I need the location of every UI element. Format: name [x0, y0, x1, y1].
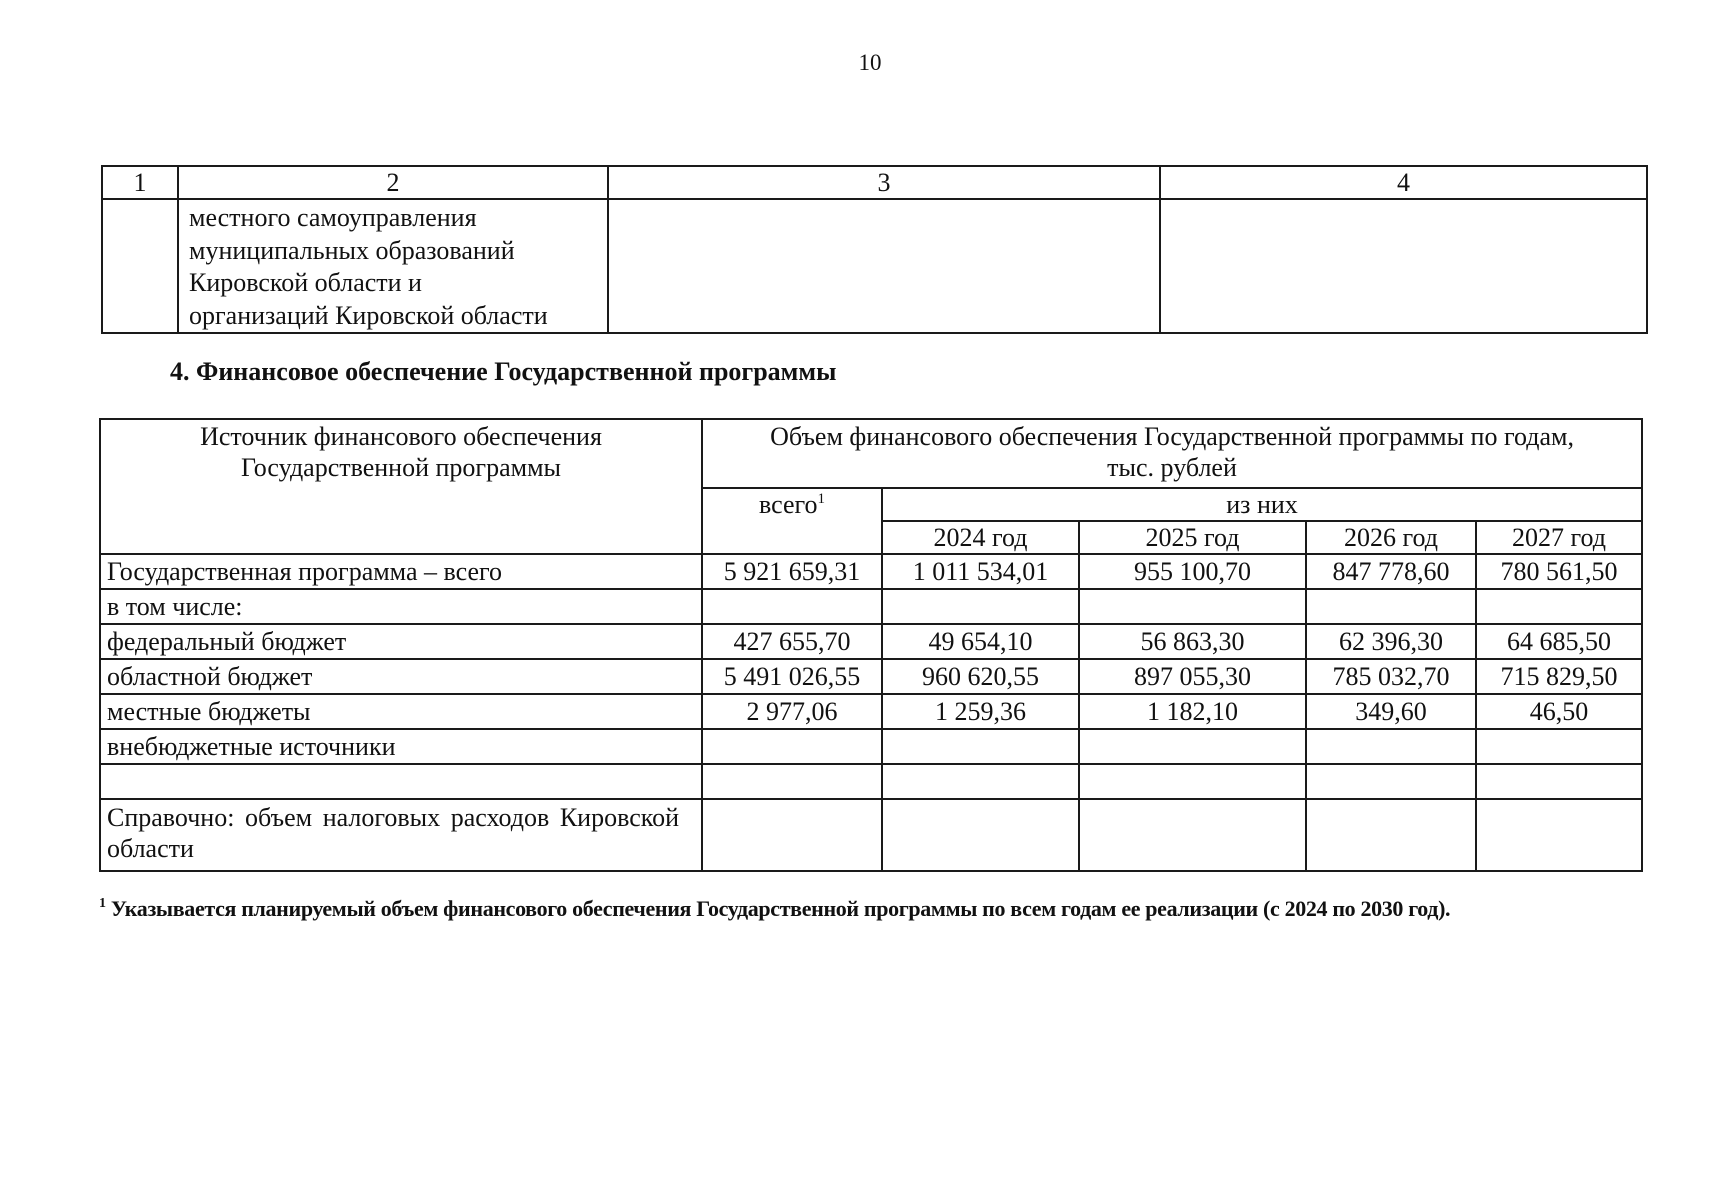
year-header-cell: 2025 год — [1079, 521, 1306, 554]
value-cell — [702, 589, 882, 624]
value-cell: 2 977,06 — [702, 694, 882, 729]
continuation-header-row — [102, 166, 1647, 199]
volume-header-cell — [702, 419, 1642, 488]
value-cell: 780 561,50 — [1476, 554, 1642, 589]
footnote-marker: 1 — [99, 896, 106, 911]
value-cell — [882, 764, 1079, 799]
row-label: федеральный бюджет — [100, 624, 702, 659]
continuation-cell-text — [178, 199, 608, 333]
value-cell — [1306, 799, 1476, 871]
continuation-header-cell: 3 — [608, 166, 1160, 199]
value-cell — [1079, 729, 1306, 764]
footnote-marker: 1 — [817, 491, 826, 507]
continuation-cell — [1160, 199, 1647, 333]
table-row — [100, 764, 1642, 799]
value-cell: 897 055,30 — [1079, 659, 1306, 694]
continuation-row — [102, 199, 1647, 333]
year-header-cell: 2024 год — [882, 521, 1079, 554]
volume-header-line: тыс. рублей — [1107, 453, 1237, 482]
value-cell — [1476, 799, 1642, 871]
value-cell — [1306, 764, 1476, 799]
row-label: внебюджетные источники — [100, 729, 702, 764]
continuation-table — [101, 165, 1648, 334]
volume-header-line: Объем финансового обеспечения Государственной программы по годам, — [770, 422, 1574, 451]
value-cell — [882, 729, 1079, 764]
finance-header-row — [100, 419, 1642, 488]
value-cell — [1476, 729, 1642, 764]
year-header-cell: 2027 год — [1476, 521, 1642, 554]
year-header-cell: 2026 год — [1306, 521, 1476, 554]
value-cell: 62 396,30 — [1306, 624, 1476, 659]
value-cell: 1 182,10 — [1079, 694, 1306, 729]
value-cell — [1306, 589, 1476, 624]
value-cell — [702, 799, 882, 871]
reference-row — [100, 799, 1642, 871]
continuation-text-line: местного самоуправления — [189, 203, 477, 232]
source-header-cell — [100, 419, 702, 554]
table-row — [100, 694, 1642, 729]
footnote — [99, 896, 1450, 922]
value-cell — [1476, 764, 1642, 799]
reference-label: Справочно: объем налоговых расходов Кировской области — [100, 799, 702, 871]
value-cell: 49 654,10 — [882, 624, 1079, 659]
row-label: местные бюджеты — [100, 694, 702, 729]
value-cell — [1079, 764, 1306, 799]
section-title: 4. Финансовое обеспечение Государственной программы — [170, 357, 837, 386]
finance-table — [99, 418, 1643, 872]
continuation-text-line: Кировской области и — [189, 268, 422, 297]
value-cell — [1306, 729, 1476, 764]
footnote-text: Указывается планируемый объем финансового обеспечения Государственной программы по всем годам ее реализации (с 2024 по 2030 год). — [110, 896, 1451, 921]
total-header-text: всего — [758, 490, 818, 519]
value-cell: 1 259,36 — [882, 694, 1079, 729]
table-row — [100, 659, 1642, 694]
value-cell — [1079, 799, 1306, 871]
page-number: 10 — [858, 50, 882, 75]
continuation-header-cell: 4 — [1160, 166, 1647, 199]
continuation-cell — [102, 199, 178, 333]
table-row — [100, 554, 1642, 589]
value-cell — [882, 589, 1079, 624]
value-cell: 56 863,30 — [1079, 624, 1306, 659]
value-cell: 349,60 — [1306, 694, 1476, 729]
value-cell: 1 011 534,01 — [882, 554, 1079, 589]
value-cell: 427 655,70 — [702, 624, 882, 659]
value-cell — [1079, 589, 1306, 624]
of-them-header-cell: из них — [882, 488, 1642, 521]
continuation-text-line: муниципальных образований — [189, 235, 515, 265]
row-label: в том числе: — [100, 589, 702, 624]
continuation-cell — [608, 199, 1160, 333]
table-row — [100, 624, 1642, 659]
row-label — [100, 764, 702, 799]
value-cell — [702, 764, 882, 799]
value-cell: 5 491 026,55 — [702, 659, 882, 694]
row-label: Государственная программа – всего — [100, 554, 702, 589]
source-header-line: Государственной программы — [240, 453, 562, 482]
value-cell — [882, 799, 1079, 871]
source-header-line: Источник финансового обеспечения — [200, 422, 602, 451]
value-cell: 960 620,55 — [882, 659, 1079, 694]
total-header-cell — [702, 488, 882, 554]
value-cell: 715 829,50 — [1476, 659, 1642, 694]
continuation-header-cell: 2 — [178, 166, 608, 199]
value-cell: 785 032,70 — [1306, 659, 1476, 694]
value-cell: 847 778,60 — [1306, 554, 1476, 589]
continuation-text-line: организаций Кировской области — [189, 300, 548, 330]
table-row — [100, 729, 1642, 764]
value-cell — [702, 729, 882, 764]
table-row — [100, 589, 1642, 624]
value-cell — [1476, 589, 1642, 624]
row-label: областной бюджет — [100, 659, 702, 694]
value-cell: 64 685,50 — [1476, 624, 1642, 659]
continuation-header-cell: 1 — [102, 166, 178, 199]
value-cell: 955 100,70 — [1079, 554, 1306, 589]
value-cell: 46,50 — [1476, 694, 1642, 729]
value-cell: 5 921 659,31 — [702, 554, 882, 589]
